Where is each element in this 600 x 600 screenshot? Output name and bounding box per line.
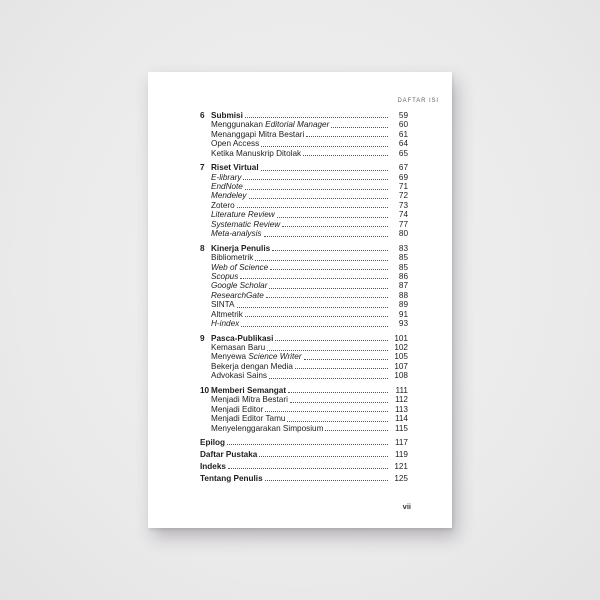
- entry-title: E-library: [211, 172, 242, 182]
- chapter-number: 7: [200, 163, 205, 173]
- dot-leader: [306, 136, 388, 137]
- entry-title: Systematic Review: [211, 219, 281, 229]
- page-number: 107: [394, 361, 408, 371]
- page-number: 119: [394, 449, 408, 459]
- entry-title: Open Access: [211, 139, 260, 149]
- toc-chapter-group: [200, 163, 408, 239]
- book-page: [148, 72, 452, 528]
- entry-title: Daftar Pustaka: [200, 449, 258, 459]
- dot-leader: [325, 430, 388, 431]
- toc-entry: [200, 182, 408, 191]
- dot-leader: [290, 402, 388, 403]
- entry-title: Mendeley: [211, 191, 247, 201]
- toc-chapter-entry: [200, 386, 408, 395]
- entry-title: Scopus: [211, 271, 239, 281]
- page-number: 113: [394, 404, 408, 414]
- entry-title: Advokasi Sains: [211, 371, 267, 381]
- chapter-title: Pasca-Publikasi: [211, 333, 274, 343]
- entry-title: Altmetrik: [211, 309, 243, 319]
- toc-entry: [200, 414, 408, 423]
- dot-leader: [295, 368, 388, 369]
- toc-entry: [200, 281, 408, 290]
- dot-leader: [288, 392, 388, 393]
- dot-leader: [259, 456, 388, 457]
- dot-leader: [245, 189, 388, 190]
- page-number: 67: [398, 163, 408, 173]
- entry-title: Menjadi Mitra Bestari: [211, 395, 288, 405]
- dot-leader: [245, 316, 388, 317]
- dot-leader: [261, 146, 388, 147]
- page-number: 69: [398, 172, 408, 182]
- dot-leader: [265, 480, 388, 481]
- toc-chapter-group: [200, 334, 408, 381]
- chapter-title: Kinerja Penulis: [211, 243, 271, 253]
- page-number: 65: [398, 148, 408, 158]
- dot-leader: [269, 288, 388, 289]
- chapter-number: 10: [200, 385, 210, 395]
- toc-entry: [200, 362, 408, 371]
- page-number: 61: [398, 129, 408, 139]
- dot-leader: [265, 411, 388, 412]
- dot-leader: [241, 326, 388, 327]
- entry-title: Kemasan Baru: [211, 343, 266, 353]
- page-number: 85: [398, 262, 408, 272]
- chapter-title: Memberi Semangat: [211, 385, 287, 395]
- toc-entry: [200, 343, 408, 352]
- entry-title: ResearchGate: [211, 290, 264, 300]
- toc-entry: [200, 424, 408, 433]
- toc-entry: [200, 220, 408, 229]
- entry-title: [211, 352, 302, 361]
- entry-title-text: Menggunakan: [211, 120, 266, 130]
- dot-leader: [331, 127, 388, 128]
- page-number: 93: [398, 319, 408, 329]
- entry-title: Menyelenggarakan Simposium: [211, 423, 324, 433]
- chapter-title: Submisi: [211, 110, 243, 120]
- page-number: 114: [394, 414, 408, 424]
- page-number: 85: [398, 253, 408, 263]
- page-number: 86: [398, 271, 408, 281]
- dot-leader: [303, 155, 388, 156]
- toc-entry: [200, 210, 408, 219]
- toc-entry: [200, 371, 408, 380]
- page-number: 87: [398, 281, 408, 291]
- page-number: 117: [394, 437, 408, 447]
- dot-leader: [261, 170, 388, 171]
- dot-leader: [282, 226, 388, 227]
- page-number: 60: [398, 120, 408, 130]
- toc-entry: [200, 263, 408, 272]
- dot-leader: [304, 359, 388, 360]
- dot-leader: [240, 278, 388, 279]
- page-number: 91: [398, 309, 408, 319]
- page-number: 102: [394, 343, 408, 353]
- dot-leader: [249, 198, 388, 199]
- entry-title: H-index: [211, 319, 240, 329]
- toc-chapter-group: [200, 386, 408, 433]
- page-number: 71: [398, 182, 408, 192]
- toc-chapter-group: [200, 244, 408, 329]
- toc-chapter-entry: [200, 334, 408, 343]
- dot-leader: [237, 307, 388, 308]
- dot-leader: [264, 236, 388, 237]
- entry-title: Bekerja dengan Media: [211, 361, 293, 371]
- page-number: 73: [398, 200, 408, 210]
- entry-title: Literature Review: [211, 210, 275, 220]
- toc-entry: [200, 149, 408, 158]
- toc-entry: [200, 130, 408, 139]
- toc-entry: [200, 120, 408, 129]
- entry-title: Menjadi Editor Tamu: [211, 414, 286, 424]
- dot-leader: [269, 378, 388, 379]
- dot-leader: [228, 468, 388, 469]
- toc-entry: [200, 192, 408, 201]
- entry-title: Tentang Penulis: [200, 473, 263, 483]
- entry-title: Bibliometrik: [211, 253, 254, 263]
- page-number: 64: [398, 139, 408, 149]
- toc-chapter-group: [200, 111, 408, 158]
- toc-entry: [200, 353, 408, 362]
- page-number: 115: [394, 423, 408, 433]
- page-number: 80: [398, 229, 408, 239]
- entry-title: SINTA: [211, 300, 235, 310]
- page-number: 88: [398, 290, 408, 300]
- entry-title-italic: Editorial Manager: [265, 120, 330, 130]
- dot-leader: [277, 217, 388, 218]
- page-number: 111: [395, 385, 408, 395]
- entry-title: Google Scholar: [211, 281, 268, 291]
- toc-entry: [200, 319, 408, 328]
- toc-chapter-entry: [200, 244, 408, 253]
- toc-chapter-entry: [200, 163, 408, 172]
- entry-title: EndNote: [211, 182, 243, 192]
- page-folio: vii: [402, 502, 411, 511]
- page-number: 74: [398, 210, 408, 220]
- entry-title: Indeks: [200, 461, 226, 471]
- page-number: 108: [394, 371, 408, 381]
- running-header: DAFTAR ISI: [397, 98, 439, 104]
- entry-title: Meta-analysis: [211, 229, 262, 239]
- table-of-contents: [200, 111, 408, 486]
- toc-entry: [200, 405, 408, 414]
- entry-title: Menjadi Editor: [211, 404, 264, 414]
- dot-leader: [255, 260, 388, 261]
- entry-title-text: Menyewa: [211, 352, 249, 362]
- dot-leader: [272, 250, 388, 251]
- toc-back-entry: [200, 450, 408, 459]
- entry-title: Zotero: [211, 200, 235, 210]
- dot-leader: [227, 444, 388, 445]
- chapter-number: 9: [200, 333, 205, 343]
- page-number: 72: [398, 191, 408, 201]
- toc-entry: [200, 201, 408, 210]
- chapter-title: Riset Virtual: [211, 163, 259, 173]
- page-number: 83: [398, 243, 408, 253]
- page-number: 89: [398, 300, 408, 310]
- chapter-number: 6: [200, 110, 205, 120]
- page-number: 121: [394, 461, 408, 471]
- page-number: 125: [394, 473, 408, 483]
- toc-entry: [200, 310, 408, 319]
- toc-entry: [200, 395, 408, 404]
- page-number: 101: [394, 333, 408, 343]
- dot-leader: [267, 350, 388, 351]
- entry-title: Menanggapi Mitra Bestari: [211, 129, 305, 139]
- entry-title: Web of Science: [211, 262, 269, 272]
- toc-entry: [200, 291, 408, 300]
- page-number: 112: [394, 395, 408, 405]
- toc-entry: [200, 300, 408, 309]
- entry-title: [211, 120, 329, 129]
- toc-back-entry: [200, 474, 408, 483]
- toc-back-matter: [200, 438, 408, 483]
- toc-entry: [200, 139, 408, 148]
- toc-entry: [200, 173, 408, 182]
- toc-entry: [200, 272, 408, 281]
- dot-leader: [243, 179, 388, 180]
- entry-title-italic: Science Writer: [248, 352, 302, 362]
- dot-leader: [245, 117, 388, 118]
- toc-back-entry: [200, 438, 408, 447]
- entry-title: Epilog: [200, 437, 226, 447]
- dot-leader: [270, 269, 388, 270]
- dot-leader: [237, 207, 388, 208]
- toc-back-entry: [200, 462, 408, 471]
- chapter-number: 8: [200, 243, 205, 253]
- toc-entry: [200, 229, 408, 238]
- page-number: 105: [394, 352, 408, 362]
- toc-entry: [200, 253, 408, 262]
- dot-leader: [266, 297, 388, 298]
- entry-title: Ketika Manuskrip Ditolak: [211, 148, 302, 158]
- dot-leader: [275, 340, 388, 341]
- toc-chapter-entry: [200, 111, 408, 120]
- page-number: 59: [398, 110, 408, 120]
- dot-leader: [287, 421, 388, 422]
- page-number: 77: [398, 219, 408, 229]
